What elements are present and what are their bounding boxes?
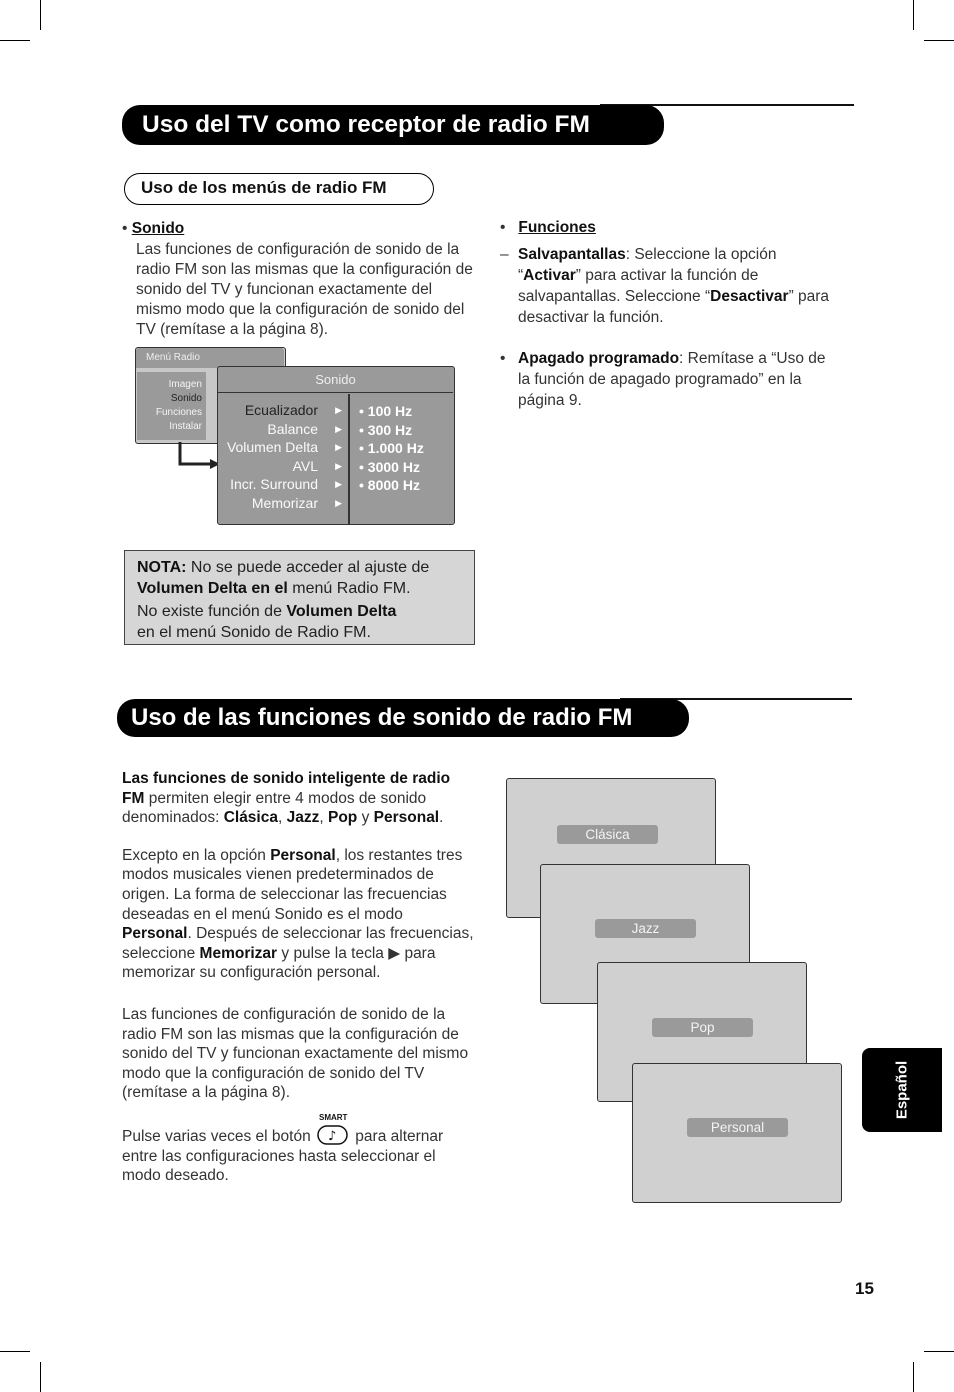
sonido-heading-label: Sonido	[131, 220, 185, 237]
note-line-2: Volumen Delta en el menú Radio FM.	[137, 580, 411, 597]
apagado-item: • Apagado programado: Remítase a “Uso de la función de apagado programado” en la página 9.	[500, 350, 826, 409]
svg-text:♪: ♪	[328, 1128, 337, 1144]
menu-sonido-item: AVL ▶	[292, 457, 342, 474]
sonido-heading: • Sonido	[122, 220, 185, 237]
funciones-heading-label: Funciones	[518, 219, 596, 236]
subsection-title: Uso de los menús de radio FM	[124, 173, 434, 205]
crop-mark	[924, 1351, 954, 1352]
funciones-block	[500, 217, 836, 411]
crop-mark	[913, 0, 914, 30]
menu-sonido-item: Balance ▶	[267, 420, 342, 437]
paragraph-2: Excepto en la opción Personal, los restantes tres modos musicales vienen predeterminados de origen. La forma de seleccionar las frecuencias deseadas en el menú Sonido es el modo Personal. Después de seleccionar las frecuencias, seleccione Memorizar y pulse la tecla ▶ para memorizar su configuración personal.	[122, 846, 474, 982]
mode-screen-personal	[632, 1063, 842, 1203]
frequency-list	[359, 402, 424, 495]
note-line-3: No existe función de Volumen Delta	[137, 603, 397, 620]
menu-sonido-item: Incr. Surround ▶	[230, 476, 342, 492]
frequency-item: • 8000 Hz	[359, 477, 420, 493]
smart-sound-button-icon: SMART ♪	[319, 1112, 348, 1144]
page-number: 15	[855, 1279, 874, 1298]
section-title: Uso de las funciones de sonido de radio FM	[117, 699, 689, 737]
paragraph-4: Pulse varias veces el botón SMART ♪ para alternar entre las configuraciones hasta seleccionar el modo deseado.	[122, 1112, 444, 1185]
mode-label: Jazz	[595, 919, 696, 938]
menu-connector-arrow	[172, 440, 222, 474]
note-line-4: en el menú Sonido de Radio FM.	[137, 624, 371, 641]
menu-radio-list	[137, 372, 206, 440]
language-tab-label: Español	[893, 1060, 911, 1120]
frequency-item: • 3000 Hz	[359, 458, 420, 475]
mode-label: Clásica	[557, 825, 658, 844]
menu-radio-item: Instalar	[169, 421, 202, 432]
salvapantallas-item: – Salvapantallas: Seleccione la opción “Activar” para activar la función de salvapantallas. Seleccione “Desactivar” para desactivar la función.	[500, 246, 830, 326]
menu-sonido-list	[218, 401, 348, 512]
menu-sonido-panel	[217, 366, 455, 525]
note-box	[124, 550, 475, 645]
menu-sonido-item: Ecualizador ▶	[244, 402, 342, 418]
menu-sonido-title: Sonido	[218, 367, 453, 393]
frequency-item: • 100 Hz	[359, 403, 413, 419]
sonido-block	[122, 219, 477, 340]
menu-radio-title: Menú Radio	[136, 348, 284, 368]
paragraph-1: Las funciones de sonido inteligente de radio FM permiten elegir entre 4 modos de sonido denominados: Clásica, Jazz, Pop y Personal.	[122, 770, 451, 827]
mode-label: Personal	[687, 1118, 788, 1137]
section-title: Uso del TV como receptor de radio FM	[122, 105, 664, 145]
menu-radio-item: Funciones	[155, 407, 202, 418]
menu-sonido-item: Memorizar ▶	[251, 494, 342, 511]
frequency-item: • 1.000 Hz	[359, 440, 424, 456]
paragraph-3: Las funciones de configuración de sonido de la radio FM son las mismas que la configuración de sonido del TV y funcionan exactamente del mismo modo que la configuración de sonido del TV (remítase a la página 8).	[122, 1005, 469, 1102]
note-line-1: NOTA: No se puede acceder al ajuste de	[137, 559, 430, 576]
section2-text	[122, 769, 474, 1186]
menu-radio-item: Imagen	[168, 379, 202, 390]
crop-mark	[40, 1362, 41, 1392]
crop-mark	[0, 1351, 30, 1352]
crop-mark	[924, 40, 954, 41]
crop-mark	[0, 40, 30, 41]
funciones-heading: • Funciones	[500, 219, 596, 236]
crop-mark	[913, 1362, 914, 1392]
sonido-text: Las funciones de configuración de sonido de la radio FM son las mismas que la configuración de sonido del TV y funcionan exactamente del mismo modo que la configuración de sonido del TV (remítase a la página 8).	[136, 241, 473, 338]
menu-divider	[348, 394, 350, 524]
crop-mark	[40, 0, 41, 30]
menu-radio-item: Sonido	[170, 393, 202, 404]
frequency-item: • 300 Hz	[359, 421, 413, 438]
mode-label: Pop	[652, 1018, 753, 1037]
menu-sonido-item: Volumen Delta ▶	[226, 439, 342, 455]
language-tab	[862, 1048, 942, 1132]
